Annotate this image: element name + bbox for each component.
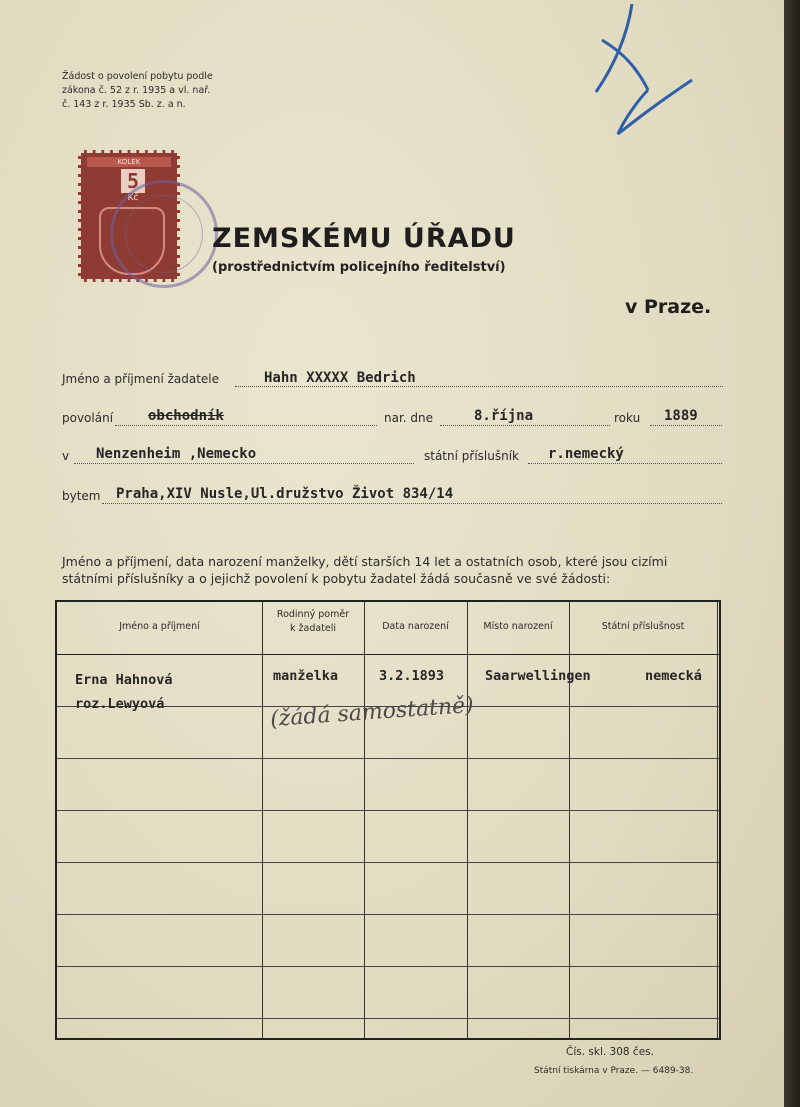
column-divider: [262, 602, 263, 1038]
citizenship-value: r.nemecký: [548, 446, 624, 462]
stamp-top-text: KOLEK: [87, 157, 171, 167]
column-divider: [364, 602, 365, 1038]
scan-edge: [784, 0, 800, 1107]
seal-inner-ring: [125, 195, 203, 273]
born-label: nar. dne: [384, 411, 434, 425]
residence-label: bytem: [62, 489, 101, 503]
column-divider: [467, 602, 468, 1038]
born-day-value: 8.října: [474, 408, 534, 424]
occupation-label: povolání: [62, 411, 114, 425]
born-line: [440, 425, 610, 426]
name-line: [235, 386, 723, 387]
persons-table: [55, 600, 721, 1040]
residence-line: [102, 503, 722, 504]
column-header-citizenship: Státní příslušnost: [601, 621, 685, 632]
row-relation: manželka: [273, 668, 339, 684]
stamp-value: 5: [121, 169, 145, 193]
row-divider: [57, 758, 719, 759]
column-header-relation: Rodinný poměr k žadateli: [276, 609, 350, 634]
citizenship-label: státní příslušník: [424, 449, 519, 463]
row-divider: [57, 862, 719, 863]
name-label: Jméno a příjmení žadatele: [62, 372, 220, 386]
row-name-line1: Erna Hahnová: [75, 672, 173, 688]
row-name-line2: roz.Lewyová: [75, 696, 165, 712]
header-divider: [57, 654, 719, 655]
column-divider: [717, 602, 718, 1038]
legal-note: [62, 70, 213, 112]
printer-note: Státní tiskárna v Praze. — 6489-38.: [534, 1066, 694, 1076]
page-subtitle: (prostřednictvím policejního ředitelství): [212, 260, 506, 275]
place-label: v: [62, 449, 70, 463]
stamp-unit: Kč: [127, 193, 139, 203]
place-value: Nenzenheim ,Nemecko: [96, 446, 257, 462]
row-citizenship: nemecká: [645, 668, 702, 684]
occupation-value: obchodník: [148, 408, 224, 424]
year-value: 1889: [664, 408, 698, 424]
column-header-birth-date: Data narození: [382, 621, 449, 632]
row-divider: [57, 914, 719, 915]
row-birth-date: 3.2.1893: [379, 668, 445, 684]
name-value: Hahn XXXXX Bedrich: [264, 370, 416, 386]
year-line: [650, 425, 722, 426]
row-divider: [57, 1018, 719, 1019]
column-header-name: Jméno a příjmení: [119, 621, 200, 632]
legal-note-line: zákona č. 52 z r. 1935 a vl. nař.: [62, 85, 211, 96]
row-divider: [57, 966, 719, 967]
row-divider: [57, 810, 719, 811]
legal-note-line: Žádost o povolení pobytu podle: [62, 71, 213, 82]
citizenship-line: [528, 463, 722, 464]
row-birth-place: Saarwellingen: [485, 668, 591, 684]
year-label: roku: [614, 411, 641, 425]
city-label: v Praze.: [625, 296, 712, 318]
handwritten-note: (žádá samostatně): [269, 692, 475, 733]
column-header-birth-place: Místo narození: [483, 621, 553, 632]
police-seal-icon: [110, 180, 218, 288]
place-line: [74, 463, 414, 464]
intro-text-line: státními příslušníky a o jejichž povolení k pobytu žadatel žádá současně ve své žádosti:: [62, 571, 611, 586]
page-title: ZEMSKÉMU ÚŘADU: [212, 223, 516, 254]
residence-value: Praha,XIV Nusle,Ul.družstvo Život 834/14: [116, 486, 454, 502]
handwritten-mark-icon: [588, 0, 698, 140]
legal-note-line: č. 143 z r. 1935 Sb. z. a n.: [62, 99, 186, 110]
intro-text-line: Jméno a příjmení, data narození manželky, dětí starších 14 let a ostatních osob, které jsou cizími: [62, 554, 668, 569]
occupation-line: [115, 425, 377, 426]
form-number: Čís. skl. 308 čes.: [566, 1046, 654, 1058]
